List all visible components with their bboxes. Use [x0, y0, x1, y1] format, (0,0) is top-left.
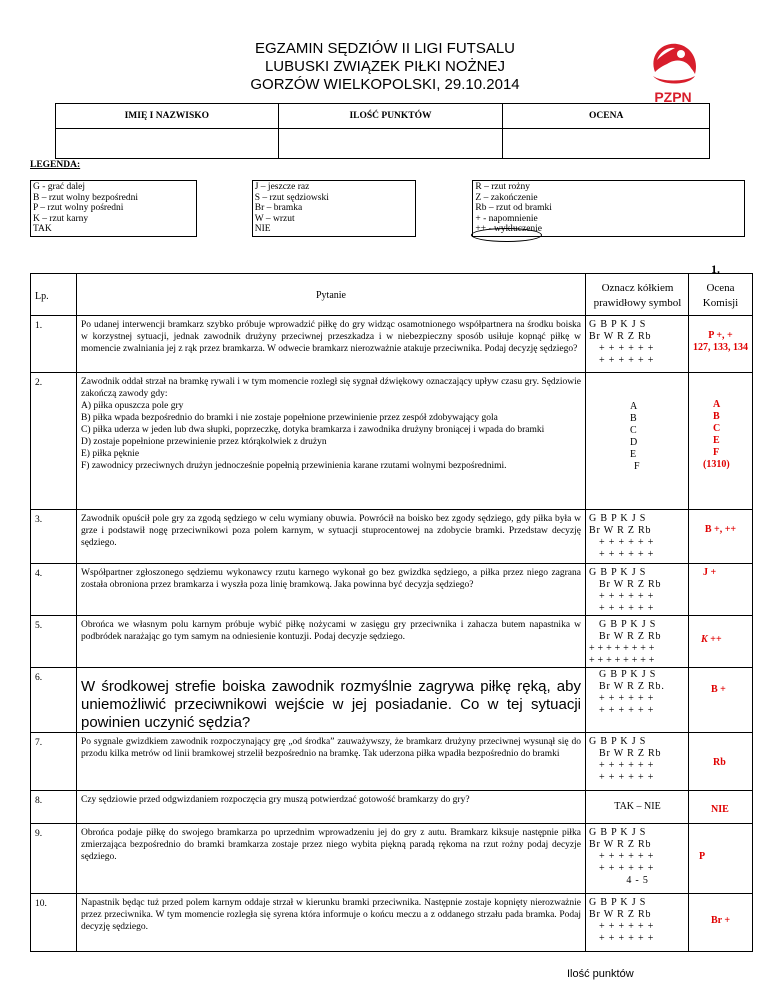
legend-item: P – rzut wolny pośredni [33, 203, 124, 214]
question-number: 1. [31, 316, 77, 373]
answer-symbols[interactable] [586, 373, 689, 510]
legend-gap [196, 181, 252, 237]
question-text: Obrońca podaje piłkę do swojego bramkarza po uprzednim wprowadzeniu jej do gry z autu. Bramkarz kiksuje następnie piłka zmierzająca bezpośrednio do bramki bramkarza zostaje przez niego wybita piękną paradą rękoma na rzut rożny podaj decyzje sędziego. [77, 824, 586, 894]
commission-answer [689, 316, 753, 373]
lp-header: Lp. [31, 274, 77, 316]
legend-gap [415, 181, 473, 237]
symbol-line[interactable]: + + + + + + [599, 705, 655, 716]
symbol-line[interactable]: G B P K J S [589, 827, 647, 838]
question-row [31, 316, 753, 373]
commission-answer [689, 510, 753, 564]
question-row [31, 894, 753, 952]
symbol-line[interactable]: + + + + + + [599, 343, 655, 354]
exam-header [170, 40, 600, 94]
question-row [31, 510, 753, 564]
legend-item: K – rzut karny [33, 213, 89, 224]
legend-item: Br – bramka [254, 203, 303, 214]
question-number: 7. [31, 733, 77, 791]
symbol-line[interactable]: + + + + + + [599, 772, 655, 783]
question-text: Po udanej interwencji bramkarz szybko próbuje wprowadzić piłkę do gry widząc osamotnionego współpartnera na środku boiska w korzystnej sytuacji, jednak zawodnik drużyny przeciwnej przeszkadza i w niebezpieczny sposób usiłuje kopnąć piłkę w momencie zwalniania jej z rąk przez bramkarza. W odwecie bramkarz nierozważnie atakuje przeciwnika. Podaj decyzję sędziego? [77, 316, 586, 373]
question-row [31, 824, 753, 894]
candidate-table [55, 103, 710, 159]
symbols-header: Oznacz kółkiem prawidłowy symbol [586, 274, 689, 316]
question-text: Czy sędziowie przed odgwizdaniem rozpoczęcia gry muszą potwierdzać gotowość bramkarzy do gry? [77, 791, 586, 824]
legend-item: ++ - wykluczenie [475, 224, 543, 235]
answer-line: E [713, 435, 720, 446]
legend-item: J – jeszcze raz [254, 182, 310, 192]
answer-line: B +, ++ [704, 524, 737, 535]
answer-symbols[interactable] [586, 510, 689, 564]
symbol-line[interactable]: + + + + + + [599, 355, 655, 366]
question-option: E) piłka pęknie [81, 449, 140, 459]
points-field[interactable] [278, 129, 503, 159]
association-name: LUBUSKI ZWIĄZEK PIŁKI NOŻNEJ [264, 58, 506, 75]
answer-line: 127, 133, 134 [693, 342, 748, 353]
question-number: 4. [31, 564, 77, 616]
symbol-line[interactable]: Br W R Z Rb [599, 579, 662, 590]
grade-field[interactable] [503, 129, 710, 159]
page-number: 1. [711, 262, 720, 276]
symbol-line[interactable]: + + + + + + [599, 549, 655, 560]
answer-line: J + [703, 567, 717, 578]
symbol-line[interactable]: 4 - 5 [626, 875, 649, 886]
question-text: Zawodnik opuścił pole gry za zgodą sędziego w celu wymiany obuwia. Powrócił na boisko bez zgody sędziego, gdy piłka była w grze i podstawił nogę przeciwnikowi poza polem karnym, w sytuacji stuprocentowej na zdobycie bramki. Przedstaw decyzję sędziego. [77, 510, 586, 564]
answer-symbols[interactable] [586, 733, 689, 791]
answer-line: A [713, 399, 721, 410]
question-number: 9. [31, 824, 77, 894]
symbol-line[interactable]: + + + + + + + + [589, 655, 655, 666]
question-text [77, 373, 586, 510]
question-option: A) piłka opuszcza pole gry [81, 401, 184, 411]
answer-line: Br + [711, 915, 731, 926]
legend-title: LEGENDA: [30, 160, 81, 170]
questions-table [30, 273, 753, 952]
points-footer-label: Ilość punktów [567, 968, 634, 980]
exam-place-date: GORZÓW WIELKOPOLSKI, 29.10.2014 [250, 76, 520, 93]
legend-item: R – rzut rożny [475, 182, 531, 192]
question-row [31, 373, 753, 510]
answer-line: C [713, 423, 721, 434]
answer-symbols[interactable] [586, 564, 689, 616]
answer-symbols[interactable] [586, 824, 689, 894]
question-text: Współpartner zgłoszonego sędziemu wykonawcy rzutu karnego wykonał go bez gwizdka sędziego, a piłka przez niego zagrana została obroniona przez bramkarza i wyszła poza linię bramkową. Jaka powinna być decyzja sędziego? [77, 564, 586, 616]
commission-answer [689, 894, 753, 952]
exam-title: EGZAMIN SĘDZIÓW II LIGI FUTSALU [254, 40, 516, 57]
question-number: 3. [31, 510, 77, 564]
grade-header-main: Ocena Komisji [689, 274, 753, 316]
answer-line: Rb [713, 757, 726, 768]
question-option: F) zawodnicy przeciwnych drużyn jednocześnie popełnią przewinienia karane rzutami wolnymi bezpośrednimi. [81, 461, 507, 471]
question-header: Pytanie [77, 274, 586, 316]
symbol-line[interactable]: + + + + + + [599, 863, 655, 874]
symbol-line[interactable]: G B P K J S [589, 897, 647, 908]
answer-symbols[interactable] [586, 791, 689, 824]
question-row [31, 564, 753, 616]
symbol-line[interactable]: + + + + + + [599, 921, 655, 932]
question-text-large: W środkowej strefie boiska zawodnik rozmyślnie zagrywa piłkę ręką, aby uniemożliwić przeciwnikowi wejście w jej posiadanie. Co w tej sytuacji powinien uczynić sędzia? [81, 678, 581, 731]
answer-symbols[interactable] [586, 894, 689, 952]
symbol-line[interactable]: Br W R Z Rb [599, 631, 662, 642]
grade-header: OCENA [503, 104, 710, 129]
symbol-line[interactable]: G B P K J S [599, 619, 657, 630]
symbol-line[interactable]: Br W R Z Rb [589, 839, 652, 850]
question-number: 8. [31, 791, 77, 824]
symbol-line[interactable]: C [630, 425, 638, 436]
commission-answer [689, 373, 753, 510]
answer-line: (1310) [703, 459, 730, 470]
question-row [31, 733, 753, 791]
symbol-line[interactable]: G B P K J S [589, 513, 647, 524]
symbol-line[interactable]: G B P K J S [589, 736, 647, 747]
symbol-line[interactable]: + + + + + + [599, 760, 655, 771]
answer-line: B [713, 411, 720, 422]
commission-answer [689, 668, 753, 733]
question-number: 2. [31, 373, 77, 510]
question-option: D) zostaje popełnione przewinienie przez którąkolwiek z drużyn [81, 437, 327, 447]
legend-col-1 [31, 181, 197, 237]
question-number: 6. [31, 668, 77, 733]
pzpn-logo [641, 38, 705, 108]
commission-answer [689, 616, 753, 668]
symbol-line[interactable]: Br W R Z Rb [589, 331, 652, 342]
answer-symbols[interactable] [586, 616, 689, 668]
symbol-line[interactable]: + + + + + + [599, 693, 655, 704]
symbol-line[interactable]: + + + + + + [599, 591, 655, 602]
answer-line: B + [711, 684, 726, 695]
legend-item: NIE [254, 224, 271, 235]
symbol-line[interactable]: G B P K J S [589, 319, 647, 330]
legend-item: G - grać dalej [33, 182, 85, 192]
symbol-line[interactable]: Br W R Z Rb [599, 748, 662, 759]
legend-item: Rb – rzut od bramki [475, 203, 552, 214]
symbol-line[interactable]: + + + + + + [599, 933, 655, 944]
question-number: 10. [31, 894, 77, 952]
legend-table [30, 180, 745, 237]
points-header: ILOŚĆ PUNKTÓW [278, 104, 503, 129]
legend-item: Z – zakończenie [475, 192, 538, 203]
legend-item: W – wrzut [254, 213, 295, 224]
symbol-line[interactable]: A [630, 401, 639, 412]
question-intro: Zawodnik oddał strzał na bramkę rywali i w tym momencie rozległ się sygnał dźwiękowy oznaczający upływ czasu gry. Sędziowie zakończą zawody gdy: [81, 377, 581, 399]
symbol-line[interactable]: G B P K J S [599, 669, 657, 680]
answer-symbols[interactable] [586, 316, 689, 373]
question-text: Po sygnale gwizdkiem zawodnik rozpoczynający grę „od środka” zauważywszy, że bramkarz drużyny przeciwnej wysunął się do przodu kilka metrów od linii bramkowej strzelił bezpośrednio na bramkę. Tak uderzona piłka wpadła bezpośrednio do bramki [77, 733, 586, 791]
answer-line: K ++ [701, 634, 722, 645]
commission-answer [689, 733, 753, 791]
symbol-line[interactable]: Br W R Z Rb. [599, 681, 665, 692]
answer-line: NIE [711, 804, 729, 815]
question-row [31, 668, 753, 733]
symbol-line[interactable]: TAK – NIE [614, 801, 661, 812]
answer-line: P +, + [708, 330, 733, 341]
question-row [31, 791, 753, 824]
answer-symbols[interactable] [586, 668, 689, 733]
question-text [77, 668, 586, 733]
legend-item: B – rzut wolny bezpośredni [33, 192, 139, 203]
symbol-line[interactable]: + + + + + + [599, 603, 655, 614]
question-text: Obrońca we własnym polu karnym próbuje wybić piłkę nożycami w zasięgu gry przeciwnika i zahacza butem napastnika w podbródek narażając go tym samym na odniesienie kontuzji. Podaj decyzje sędziego. [77, 616, 586, 668]
symbol-line[interactable]: Br W R Z Rb [589, 909, 652, 920]
legend-item: S – rzut sędziowski [254, 192, 329, 203]
circle-mark [471, 228, 542, 242]
symbol-line[interactable]: F [634, 461, 641, 472]
question-text: Napastnik będąc tuż przed polem karnym oddaje strzał w kierunku bramki przeciwnika. Następnie zostaje kopnięty nierozważnie przez przeciwnika. W tym momencie rozległa się syrena która informuje o końcu meczu a z oddanego strzału pada bramka. Podaj decyzję sędziego. [77, 894, 586, 952]
symbol-line[interactable]: + + + + + + [599, 537, 655, 548]
commission-answer [689, 564, 753, 616]
legend-col-2 [252, 181, 415, 237]
logo-text: PZPN [654, 89, 692, 105]
question-row [31, 616, 753, 668]
question-option: B) piłka wpada bezpośrednio do bramki i nie zostaje popełnione przewinienie przez zespół zdobywający gola [81, 413, 498, 423]
symbol-line[interactable]: G B P K J S [589, 567, 647, 578]
symbol-line[interactable]: + + + + + + + + [589, 643, 655, 654]
symbol-line[interactable]: E [630, 449, 637, 460]
name-field[interactable] [56, 129, 279, 159]
question-option: C) piłka uderza w jeden lub dwa słupki, poprzeczkę, dotyka bramkarza i zawodnika drużyny broniącej i wpada do bramki [81, 425, 545, 435]
symbol-line[interactable]: D [630, 437, 639, 448]
legend-item: + - napomnienie [475, 213, 538, 224]
commission-answer [689, 824, 753, 894]
symbol-line[interactable]: B [630, 413, 638, 424]
name-header: IMIĘ I NAZWISKO [56, 104, 279, 129]
question-number: 5. [31, 616, 77, 668]
legend-item: TAK [33, 224, 52, 235]
symbol-line[interactable]: Br W R Z Rb [589, 525, 652, 536]
answer-line: F [713, 447, 720, 458]
commission-answer [689, 791, 753, 824]
symbol-line[interactable]: + + + + + + [599, 851, 655, 862]
answer-line: P [699, 851, 706, 862]
